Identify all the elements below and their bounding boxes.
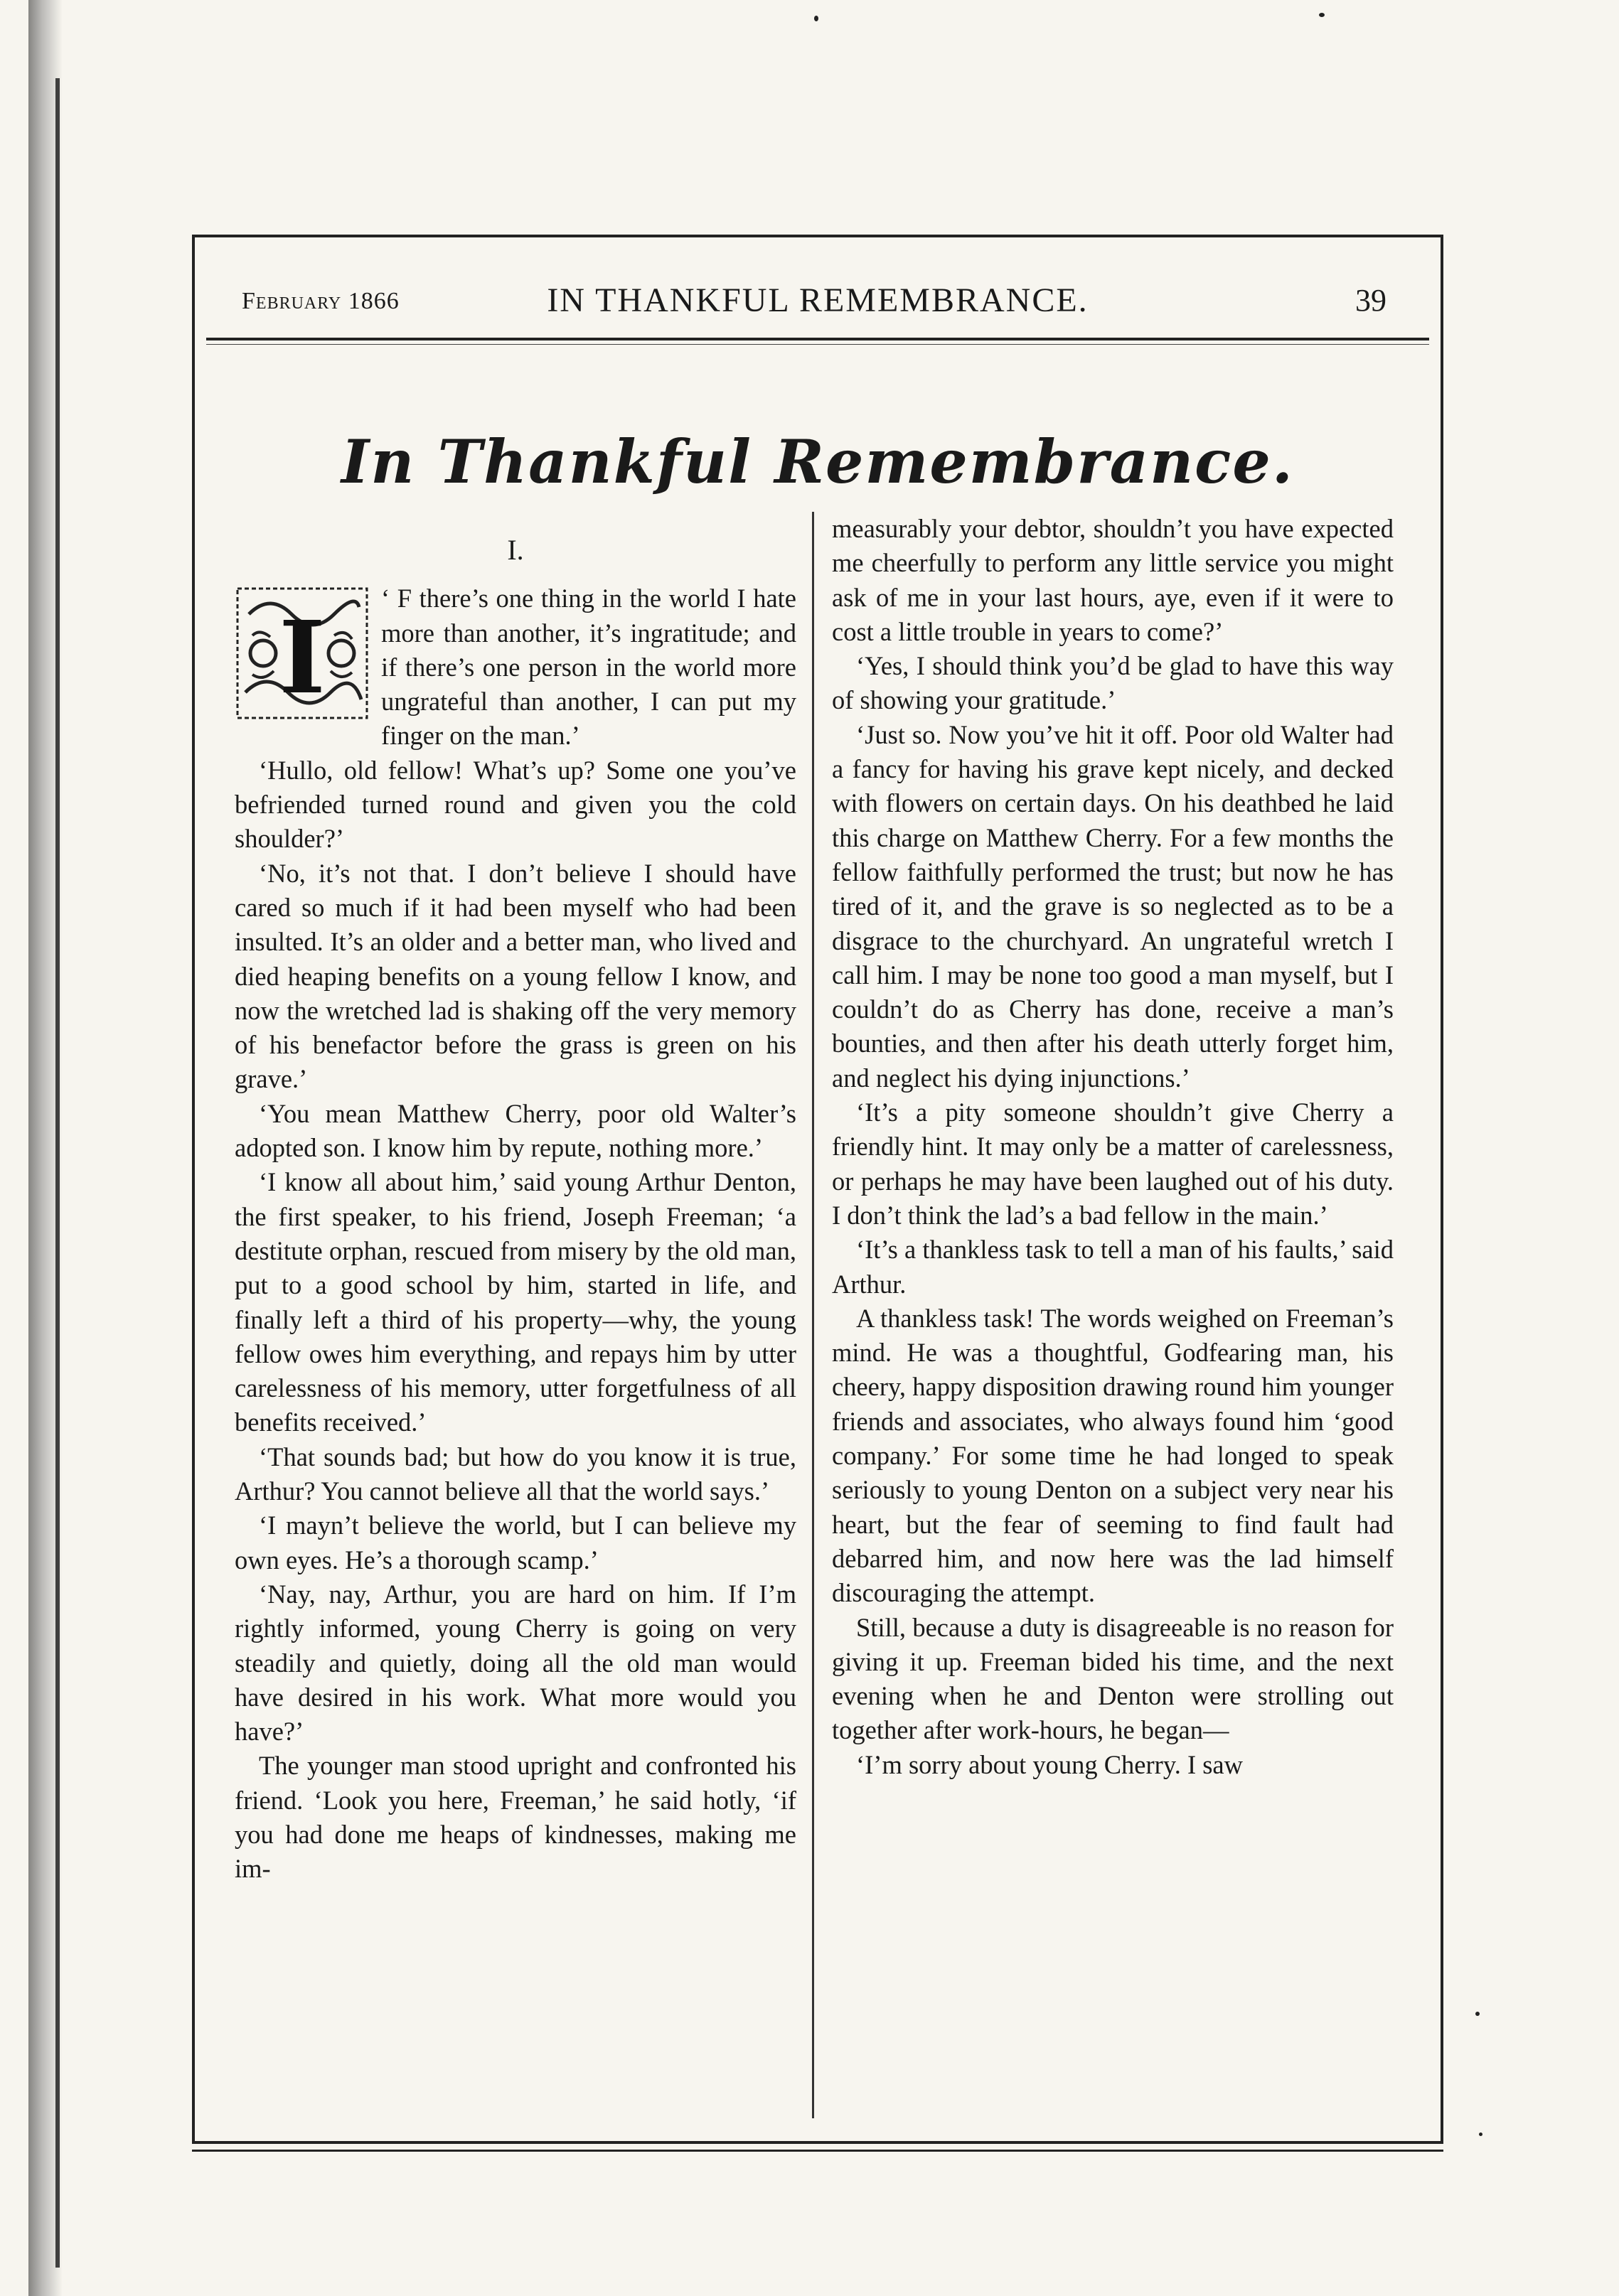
paragraph: The younger man stood upright and confronted his friend. ‘Look you here, Freeman,’ he said hotly, ‘if you had done me heaps of kindnesses, making me im- <box>235 1751 796 1884</box>
section-number: I. <box>507 534 524 566</box>
ink-speck <box>1479 2133 1482 2136</box>
ink-speck <box>1319 13 1325 17</box>
paragraph: ‘I’m sorry about young Cherry. I saw <box>856 1749 1243 1779</box>
ink-speck <box>1475 2012 1480 2016</box>
header-rule <box>206 338 1429 340</box>
running-head <box>228 281 1408 323</box>
paragraph: measurably your debtor, shouldn’t you have expected me cheerfully to perform any little service you might ask of me in your last hours, aye, even if it were to cost a little trouble in years to come?’ <box>832 514 1394 646</box>
paragraph: ‘Just so. Now you’ve hit it off. Poor old Walter had a fancy for having his grave kept nicely, and decked with flowers on certain days. On his deathbed he laid this charge on Matthew Cherry. For a few months the fellow faithfully performed the trust; but now he has tired of it, and the grave is so neglected as to be a disgrace to the churchyard. An ungrateful wretch I call him. I may be none too good a man myself, but I couldn’t do as Cherry has done, receive a man’s bounties, and then after his death utterly forget him, and neglect his dying injunctions.’ <box>832 719 1394 1093</box>
paragraph: ‘I mayn’t believe the world, but I can believe my own eyes. He’s a thorough scamp.’ <box>235 1511 796 1575</box>
paragraph: ‘It’s a pity someone shouldn’t give Cherry a friendly hint. It may only be a matter of carelessness, or perhaps he may have been laughed out of his duty. I don’t think the lad’s a bad fellow in the main.’ <box>832 1098 1394 1230</box>
header-rule-thin <box>206 344 1429 345</box>
paragraph: ‘Hullo, old fellow! What’s up? Some one you’ve befriended turned round and given you the cold shoulder?’ <box>235 755 796 854</box>
paragraph: ‘I know all about him,’ said young Arthur Denton, the first speaker, to his friend, Joseph Freeman; ‘a destitute orphan, rescued from misery by the old man, put to a good school by him, started in life, and finally left a third of his property—why, the young fellow owes him everything, and repays him by utter carelessness of his memory, utter forgetfulness of all benefits received.’ <box>235 1167 796 1437</box>
paragraph: ‘Nay, nay, Arthur, you are hard on him. If I’m rightly informed, young Cherry is going on very steadily and quietly, doing all the old man would have desired in his work. What more would you have?’ <box>235 1579 796 1747</box>
column-divider <box>812 512 814 2118</box>
paragraph: ‘ F there’s one thing in the world I hate more than another, it’s ingratitude; and if there’s one person in the world more ungrateful than another, I can put my finger on the man.’ <box>381 584 796 751</box>
frame-bottom-rule <box>192 2150 1443 2152</box>
paragraph: ‘Yes, I should think you’d be glad to have this way of showing your gratitude.’ <box>832 651 1394 715</box>
paragraph: A thankless task! The words weighed on Freeman’s mind. He was a thoughtful, Godfearing man, his cheery, happy disposition drawing round him younger friends and associates, who always found him ‘good company.’ For some time he had longed to speak seriously to young Denton on a subject very near his heart, but the fear of seeming to find fault had debarred him, and now here was the lad himself discouraging the attempt. <box>832 1303 1394 1608</box>
left-column <box>235 512 796 1887</box>
paragraph: ‘It’s a thankless task to tell a man of his faults,’ said Arthur. <box>832 1235 1394 1299</box>
ornamental-dropcap-icon <box>235 586 370 721</box>
paragraph: ‘That sounds bad; but how do you know it is true, Arthur? You cannot believe all that the world says.’ <box>235 1442 796 1506</box>
paragraph: Still, because a duty is disagreeable is no reason for giving it up. Freeman bided his time, and the next evening when he and Denton were strolling out together after work-hours, he began— <box>832 1612 1394 1745</box>
paragraph: ‘No, it’s not that. I don’t believe I should have cared so much if it had been myself who had been insulted. It’s an older and a better man, who lived and died heaping benefits on a young fellow I know, and now the wretched lad is shaking off the very memory of his benefactor before the grass is green on his grave.’ <box>235 858 796 1094</box>
right-column <box>832 512 1394 1782</box>
opening-paragraph-wrap <box>235 581 796 753</box>
running-head-date: February 1866 <box>242 288 400 314</box>
binding-line <box>55 78 60 2268</box>
page-number: 39 <box>1355 283 1386 318</box>
article-title: In Thankful Remembrance. <box>341 427 1295 497</box>
paragraph: ‘You mean Matthew Cherry, poor old Walter’s adopted son. I know him by repute, nothing more.’ <box>235 1098 796 1163</box>
running-head-title: IN THANKFUL REMEMBRANCE. <box>547 281 1089 319</box>
dropcap-letter: I <box>279 600 326 717</box>
ink-speck <box>814 16 818 21</box>
